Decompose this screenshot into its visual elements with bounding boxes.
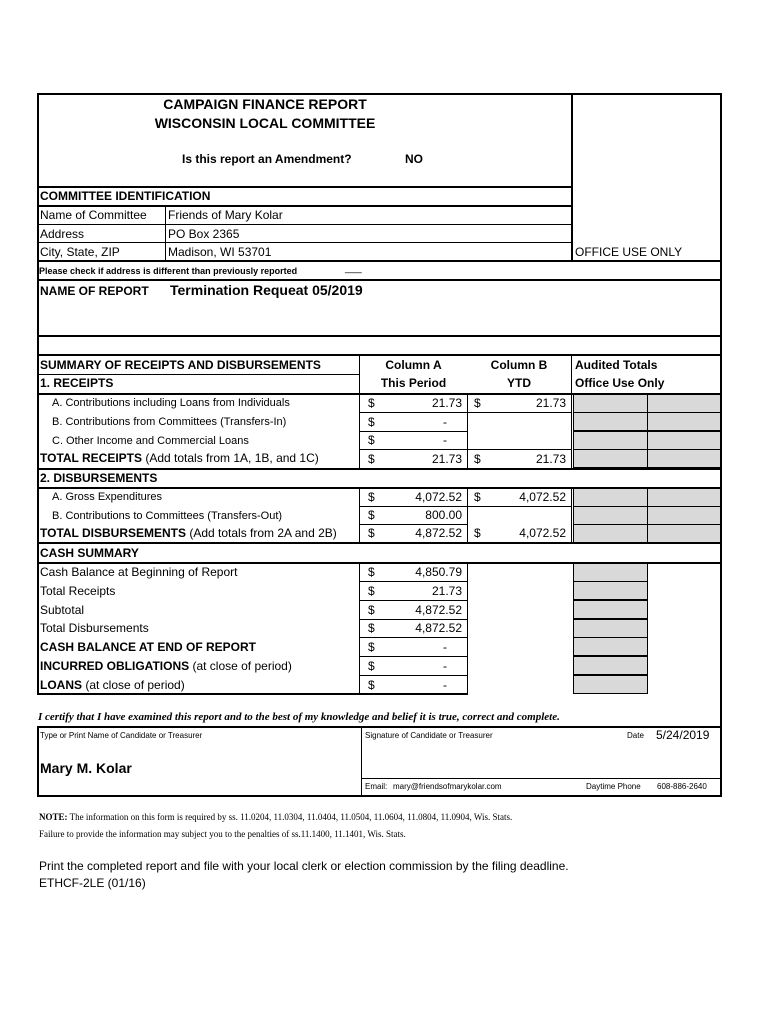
column-a-header: Column A	[385, 358, 442, 372]
address-change-note: Please check if address is different than previously reported	[39, 266, 298, 276]
city-label: City, State, ZIP	[40, 245, 120, 259]
cash-row-label: Total Disbursements	[40, 621, 149, 635]
treasurer-name-field[interactable]: Mary M. Kolar	[40, 760, 132, 776]
phone-label: Daytime Phone	[586, 782, 641, 791]
loans-note: (at close of period)	[82, 678, 185, 692]
total-disb-bold: TOTAL DISBURSEMENTS	[40, 526, 187, 540]
total-receipts-dollar-b: $	[474, 452, 481, 466]
amendment-answer[interactable]: NO	[405, 152, 423, 166]
total-receipts-col-a: 21.73	[431, 452, 462, 466]
office-use-label: OFFICE USE ONLY	[575, 245, 683, 259]
loans-bold: LOANS	[40, 678, 82, 692]
total-disb-col-a: 4,872.52	[415, 526, 462, 540]
obligations-value[interactable]: -	[443, 659, 447, 673]
total-disb-col-b: 4,072.52	[519, 526, 566, 540]
receipts-b-col-a[interactable]: -	[443, 415, 447, 429]
email-field[interactable]: mary@friendsofmarykolar.com	[393, 782, 502, 791]
receipts-b-label: B. Contributions from Committees (Transfers-In)	[52, 416, 287, 428]
receipts-c-col-a[interactable]: -	[443, 433, 447, 447]
disb-a-dollar-b: $	[474, 490, 481, 504]
cash-row-label: Subtotal	[40, 603, 85, 617]
total-receipts-bold: TOTAL RECEIPTS	[40, 451, 143, 465]
email-label: Email:	[365, 782, 388, 791]
disbursements-title: 2. DISBURSEMENTS	[40, 471, 158, 485]
disb-a-col-b[interactable]: 4,072.52	[519, 490, 566, 504]
date-field[interactable]: 5/24/2019	[656, 728, 710, 742]
loans-dollar: $	[368, 678, 375, 692]
disb-a-label: A. Gross Expenditures	[52, 491, 163, 503]
address-label: Address	[40, 227, 85, 241]
receipts-a-col-a[interactable]: 21.73	[431, 396, 462, 410]
cash-row-value: 21.73	[431, 584, 462, 598]
date-label: Date	[627, 731, 644, 740]
obligations-label	[40, 660, 292, 672]
cash-row-dollar: $	[368, 584, 375, 598]
column-b-header: Column B	[490, 358, 548, 372]
address-field[interactable]: PO Box 2365	[168, 227, 240, 241]
penalty-note: Failure to provide the information may subject you to the penalties of ss.11.1400, 11.1401, Wis. Stats.	[39, 829, 406, 839]
audited-header: Audited Totals	[575, 358, 658, 372]
disb-b-col-a[interactable]: 800.00	[425, 508, 462, 522]
obligations-bold: INCURRED OBLIGATIONS	[40, 659, 190, 673]
address-change-checkbox[interactable]: ___	[345, 263, 362, 274]
cash-row-label: Total Receipts	[40, 584, 116, 598]
filing-instruction: Print the completed report and file with your local clerk or election commission by the filing deadline.	[39, 859, 569, 873]
column-a-subheader: This Period	[380, 376, 447, 390]
note-text: The information on this form is required by ss. 11.0204, 11.0304, 11.0404, 11.0504, 11.0604, 11.0804, 11.0904, Wis. Stats.	[69, 812, 513, 822]
committee-bottom	[37, 260, 722, 262]
cash-row-value: 4,872.52	[415, 603, 462, 617]
total-disb-note: (Add totals from 2A and 2B)	[186, 526, 337, 540]
phone-field[interactable]: 608-886-2640	[657, 782, 707, 791]
summary-title: SUMMARY OF RECEIPTS AND DISBURSEMENTS	[40, 358, 321, 372]
signature-label: Signature of Candidate or Treasurer	[365, 731, 493, 740]
total-disb-dollar-b: $	[474, 526, 481, 540]
loans-label	[40, 679, 185, 691]
committee-name-field[interactable]: Friends of Mary Kolar	[168, 208, 283, 222]
form-border-top	[37, 93, 722, 95]
obligations-note: (at close of period)	[189, 659, 292, 673]
city-field[interactable]: Madison, WI 53701	[168, 245, 272, 259]
total-disb-label	[40, 527, 337, 539]
receipts-a-dollar-b: $	[474, 396, 481, 410]
report-name-field[interactable]: Termination Requeat 05/2019	[170, 282, 363, 298]
legal-note	[39, 813, 512, 822]
receipts-a-dollar: $	[368, 396, 375, 410]
disb-a-dollar: $	[368, 490, 375, 504]
cash-summary-title: CASH SUMMARY	[40, 546, 139, 560]
total-receipts-note: (Add totals from 1A, 1B, and 1C)	[142, 451, 319, 465]
audited-subheader: Office Use Only	[575, 376, 665, 390]
type-name-label: Type or Print Name of Candidate or Treasurer	[40, 731, 203, 740]
committee-name-label: Name of Committee	[40, 208, 147, 222]
disb-a-col-a[interactable]: 4,072.52	[415, 490, 462, 504]
receipts-c-label: C. Other Income and Commercial Loans	[52, 435, 249, 447]
receipts-c-dollar: $	[368, 433, 375, 447]
report-title: CAMPAIGN FINANCE REPORT	[163, 96, 367, 112]
disb-b-label: B. Contributions to Committees (Transfers-Out)	[52, 510, 283, 522]
committee-section-title: COMMITTEE IDENTIFICATION	[40, 189, 211, 203]
disb-b-dollar: $	[368, 508, 375, 522]
office-use-divider	[571, 93, 573, 261]
cash-row-label: Cash Balance at Beginning of Report	[40, 565, 238, 579]
total-receipts-col-b: 21.73	[535, 452, 566, 466]
cash-end-dollar: $	[368, 640, 375, 654]
loans-value[interactable]: -	[443, 678, 447, 692]
receipts-a-col-b[interactable]: 21.73	[535, 396, 566, 410]
total-receipts-dollar: $	[368, 452, 375, 466]
cash-row-value[interactable]: 4,850.79	[415, 565, 462, 579]
amendment-question: Is this report an Amendment?	[182, 152, 352, 166]
header-divider	[37, 186, 573, 188]
total-disb-dollar: $	[368, 526, 375, 540]
receipts-title: 1. RECEIPTS	[40, 376, 114, 390]
cash-row-value: 4,872.52	[415, 621, 462, 635]
form-id: ETHCF-2LE (01/16)	[39, 876, 146, 890]
receipts-a-label: A. Contributions including Loans from Individuals	[52, 397, 290, 409]
cash-row-dollar: $	[368, 603, 375, 617]
committee-title-divider	[37, 205, 573, 207]
report-subtitle: WISCONSIN LOCAL COMMITTEE	[154, 115, 376, 131]
cash-end-value: -	[443, 640, 447, 654]
receipts-b-dollar: $	[368, 415, 375, 429]
note-label: NOTE:	[39, 812, 68, 822]
cash-row-dollar: $	[368, 565, 375, 579]
cash-row-dollar: $	[368, 621, 375, 635]
cash-end-label: CASH BALANCE AT END OF REPORT	[40, 640, 256, 654]
report-name-label: NAME OF REPORT	[40, 284, 149, 298]
total-receipts-label	[40, 452, 319, 464]
column-b-subheader: YTD	[507, 376, 531, 390]
obligations-dollar: $	[368, 659, 375, 673]
certification-statement: I certify that I have examined this report and to the best of my knowledge and belief it is true, correct and complete.	[38, 711, 560, 723]
